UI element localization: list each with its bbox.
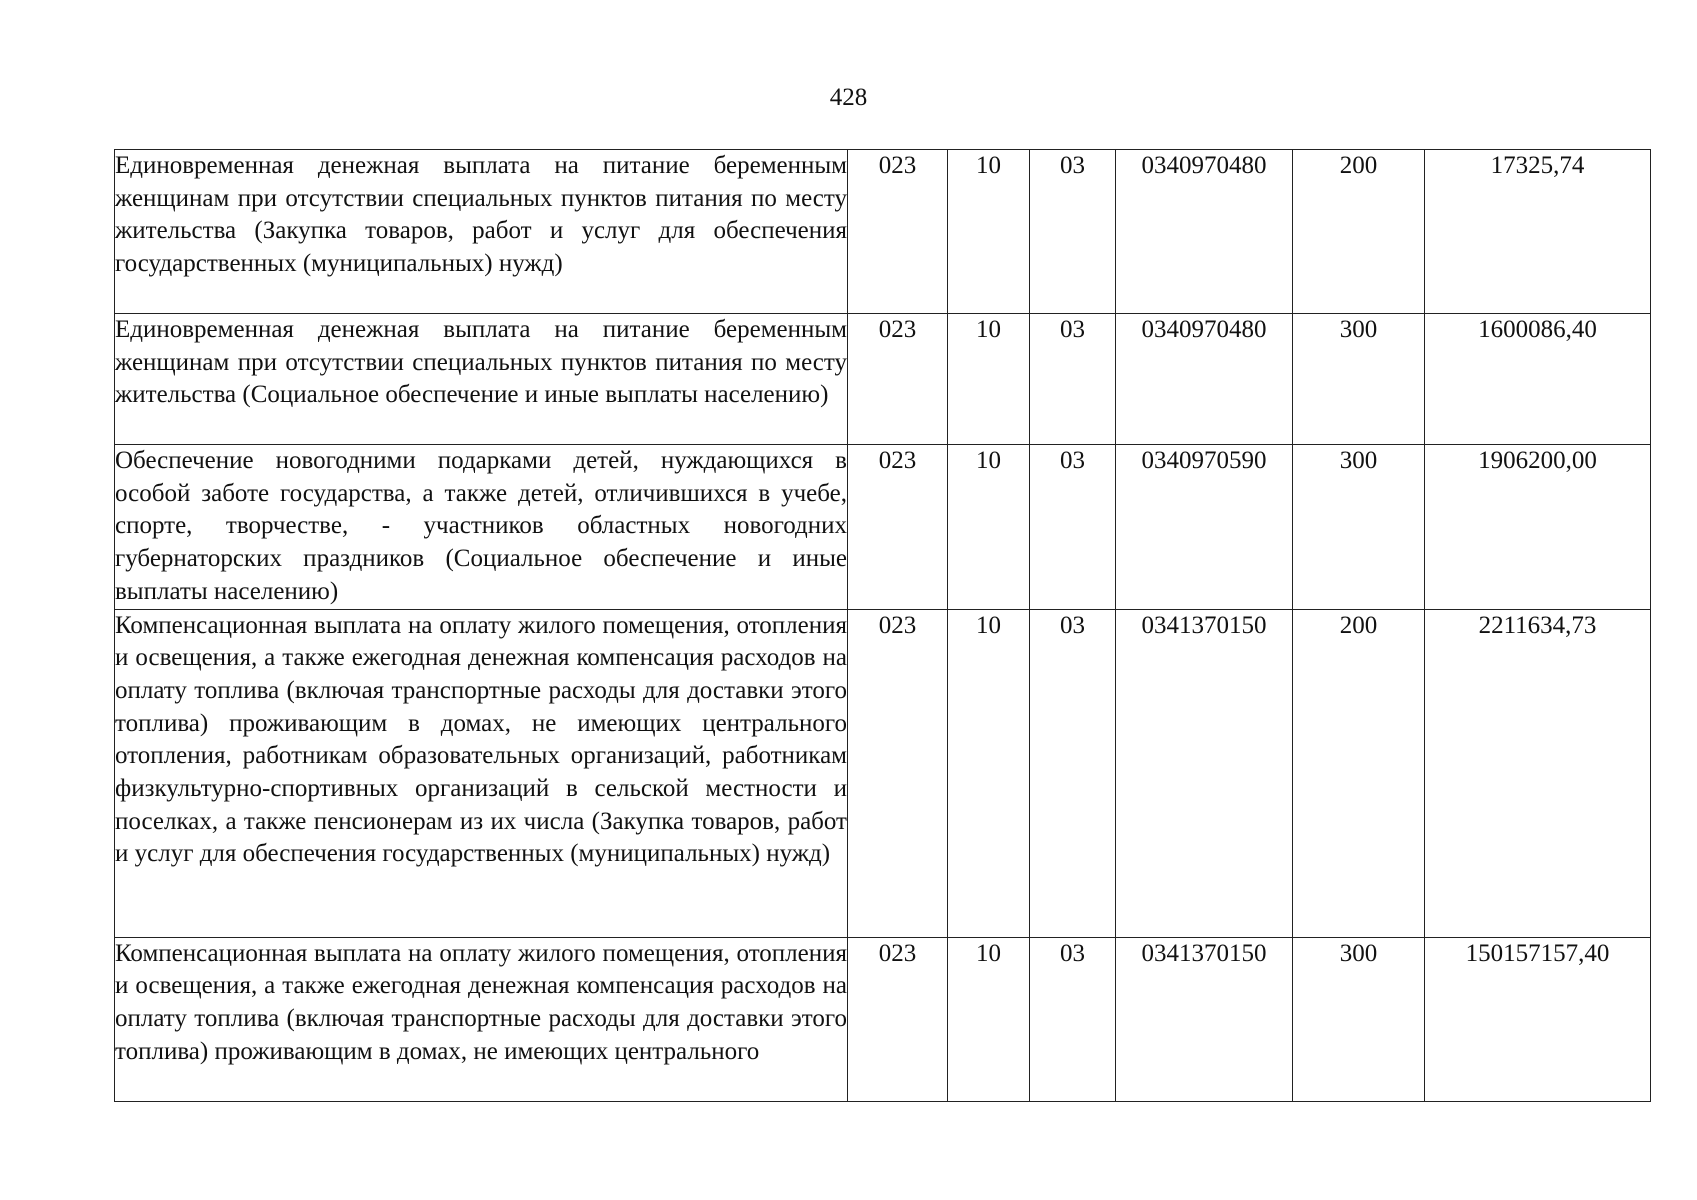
row-description-cell bbox=[115, 937, 848, 1101]
subsection-code: 03 bbox=[1030, 150, 1116, 314]
page-number: 428 bbox=[829, 84, 868, 111]
expense-type-code: 200 bbox=[1293, 150, 1425, 314]
amount-value: 1906200,00 bbox=[1425, 445, 1651, 610]
ministry-code: 023 bbox=[848, 937, 948, 1101]
section-code: 10 bbox=[948, 609, 1030, 937]
section-code: 10 bbox=[948, 937, 1030, 1101]
amount-value: 1600086,40 bbox=[1425, 314, 1651, 445]
table-row bbox=[115, 314, 1651, 445]
subsection-code: 03 bbox=[1030, 314, 1116, 445]
target-article-code: 0340970480 bbox=[1116, 314, 1293, 445]
row-description: Компенсационная выплата на оплату жилого помещения, отопления и освещения, а также ежегодная денежная компенсация расходов на оплату топлива (включая транспортные расходы для доставки этого топлива) проживающим в домах, не имеющих центрального отопления, работникам образовательных организаций, работникам физкультурно-спортивных организаций в сельской местности и поселках, а также пенсионерам из их числа (Закупка товаров, работ и услуг для обеспечения государственных (муниципальных) нужд) bbox=[115, 609, 848, 937]
section-code: 10 bbox=[948, 150, 1030, 314]
budget-table bbox=[114, 149, 1651, 1102]
expense-type-code: 300 bbox=[1293, 314, 1425, 445]
subsection-code: 03 bbox=[1030, 445, 1116, 610]
target-article-code: 0341370150 bbox=[1116, 937, 1293, 1101]
table-row bbox=[115, 937, 1651, 1101]
table-row bbox=[115, 445, 1651, 610]
section-code: 10 bbox=[948, 314, 1030, 445]
target-article-code: 0340970590 bbox=[1116, 445, 1293, 610]
expense-type-code: 300 bbox=[1293, 937, 1425, 1101]
ministry-code: 023 bbox=[848, 609, 948, 937]
section-code: 10 bbox=[948, 445, 1030, 610]
subsection-code: 03 bbox=[1030, 609, 1116, 937]
row-description: Единовременная денежная выплата на питание беременным женщинам при отсутствии специальных пунктов питания по месту жительства (Социальное обеспечение и иные выплаты населению) bbox=[115, 314, 848, 445]
amount-value: 2211634,73 bbox=[1425, 609, 1651, 937]
ministry-code: 023 bbox=[848, 445, 948, 610]
table-row bbox=[115, 150, 1651, 314]
row-description: Компенсационная выплата на оплату жилого помещения, отопления и освещения, а также ежегодная денежная компенсация расходов на оплату топлива (включая транспортные расходы для доставки этого топлива) проживающим в домах, не имеющих центрального bbox=[115, 939, 847, 1065]
expense-type-code: 200 bbox=[1293, 609, 1425, 937]
ministry-code: 023 bbox=[848, 314, 948, 445]
amount-value: 150157157,40 bbox=[1425, 937, 1651, 1101]
target-article-code: 0341370150 bbox=[1116, 609, 1293, 937]
target-article-code: 0340970480 bbox=[1116, 150, 1293, 314]
expense-type-code: 300 bbox=[1293, 445, 1425, 610]
row-description: Единовременная денежная выплата на питание беременным женщинам при отсутствии специальных пунктов питания по месту жительства (Закупка товаров, работ и услуг для обеспечения государственных (муниципальных) нужд) bbox=[115, 150, 848, 314]
ministry-code: 023 bbox=[848, 150, 948, 314]
subsection-code: 03 bbox=[1030, 937, 1116, 1101]
amount-value: 17325,74 bbox=[1425, 150, 1651, 314]
row-description: Обеспечение новогодними подарками детей, нуждающихся в особой заботе государства, а также детей, отличившихся в учебе, спорте, творчестве, - участников областных новогодних губернаторских праздников (Социальное обеспечение и иные выплаты населению) bbox=[115, 445, 848, 610]
table-row bbox=[115, 609, 1651, 937]
